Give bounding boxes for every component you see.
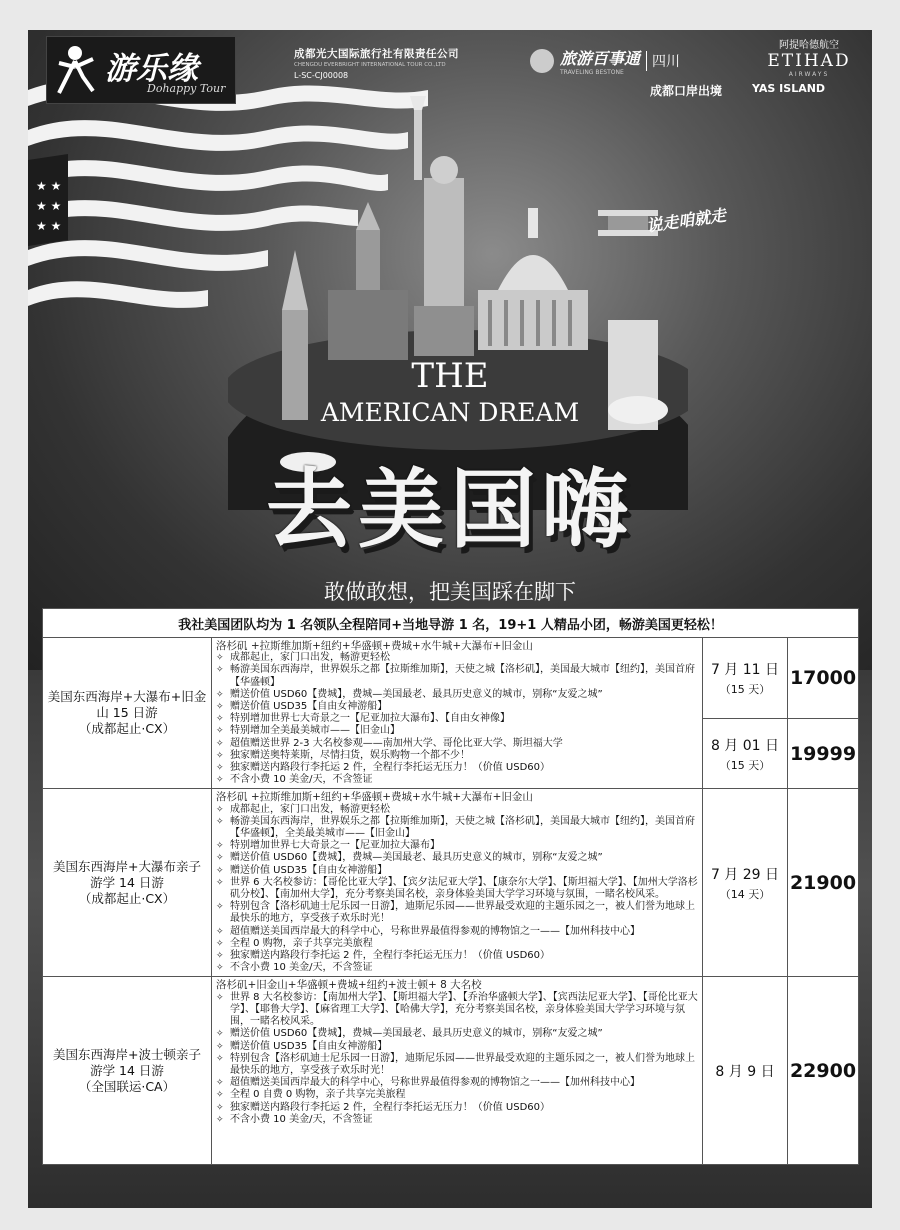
agency-name: 成都光大国际旅行社有限责任公司 [294, 48, 459, 60]
itinerary-item-text: 超值赠送世界 2-3 大名校参观——南加州大学、哥伦比亚大学、斯坦福大学 [230, 737, 563, 749]
diamond-bullet-icon: ✧ [216, 738, 224, 749]
route-name-line: 美国东西海岸+波士顿亲子游学 14 日游 [53, 1046, 201, 1078]
itinerary-item [216, 840, 698, 852]
diamond-bullet-icon: ✧ [216, 1029, 224, 1040]
itinerary-item-text: 独家赠送内路段行李托运 2 件，全程行李托运无压力！（价值 USD60） [230, 1101, 550, 1113]
itinerary-item-text: 赠送价值 USD60【费城】，费城—美国最老、最具历史意义的城市，别称“友爱之城” [230, 1028, 603, 1040]
itinerary-item-text: 畅游美国东西海岸，世界娱乐之都【拉斯维加斯】，天使之城【洛杉矶】，美国最大城市【纽约】，美国首府【华盛顿】，全美最美城市——【旧金山】 [230, 815, 695, 840]
itinerary-item [216, 1089, 698, 1101]
airline-chinese: 阿提哈德航空 [779, 40, 839, 51]
itinerary-item [216, 701, 698, 713]
diamond-bullet-icon: ✧ [216, 963, 224, 974]
diamond-bullet-icon: ✧ [216, 816, 224, 827]
diamond-bullet-icon: ✧ [216, 853, 224, 864]
diamond-bullet-icon: ✧ [216, 714, 224, 725]
itinerary-cities: 洛杉矶+旧金山+华盛顿+费城+纽约+波士顿+ 8 大名校 [216, 979, 482, 992]
diamond-bullet-icon: ✧ [216, 689, 224, 700]
departure-date-text: 8 月 01 日 [710, 737, 780, 754]
diamond-bullet-icon: ✧ [216, 865, 224, 876]
itinerary-item-text: 全程 0 自费 0 购物，亲子共享完美旅程 [230, 1089, 406, 1101]
slogan: 说走咱就走 [645, 205, 728, 236]
itinerary-item-text: 特别增加世界七大奇景之一【尼亚加拉大瀑布】 [230, 840, 440, 852]
itinerary-item-text: 特别包含【洛杉矶迪士尼乐园一日游】，迪斯尼乐园——世界最受欢迎的主题乐园之一，被人们誉为地球上最快乐的地方，享受孩子欢乐时光！ [230, 1052, 695, 1076]
itinerary-item-text: 特别增加世界七大奇景之一【尼亚加拉大瀑布】、【自由女神像】 [230, 713, 510, 725]
itinerary-item-text: 不含小费 10 美金/天，不含签证 [230, 774, 373, 786]
departure-date [703, 638, 788, 719]
diamond-bullet-icon: ✧ [216, 1053, 224, 1064]
diamond-bullet-icon: ✧ [216, 653, 224, 664]
diamond-bullet-icon: ✧ [216, 665, 224, 676]
trip-length: （15 天） [719, 682, 771, 696]
itinerary-item [216, 1114, 698, 1126]
itinerary-item [216, 938, 698, 950]
yas-island-text: YAS ISLAND [752, 82, 826, 95]
dancer-logo-icon [53, 43, 99, 97]
route-name [43, 789, 212, 977]
route-itinerary [212, 638, 703, 789]
price: 22900 [788, 977, 859, 1165]
route-name-line: （全国联运·CA） [78, 1078, 176, 1094]
itinerary-item [216, 652, 698, 664]
itinerary-item [216, 1053, 698, 1077]
diamond-bullet-icon: ✧ [216, 1102, 224, 1113]
itinerary-item-text: 超值赠送美国西岸最大的科学中心，号称世界最值得参观的博物馆之一——【加州科技中心】 [230, 1077, 640, 1089]
departure-date [703, 789, 788, 977]
itinerary-item [216, 689, 698, 701]
hero-tagline: 敢做敢想，把美国踩在脚下 [324, 580, 576, 604]
partner-block [530, 46, 680, 76]
itinerary-item-text: 全程 0 购物，亲子共享完美旅程 [230, 937, 373, 949]
svg-text:★ ★: ★ ★ [36, 179, 62, 193]
itinerary-item-text: 超值赠送美国西岸最大的科学中心，号称世界最值得参观的博物馆之一——【加州科技中心】 [230, 925, 640, 937]
route-name [43, 638, 212, 789]
itinerary-item [216, 877, 698, 901]
itinerary-item-text: 赠送价值 USD60【费城】，费城—美国最老、最具历史意义的城市，别称“友爱之城” [230, 852, 603, 864]
diamond-bullet-icon: ✧ [216, 763, 224, 774]
diamond-bullet-icon: ✧ [216, 938, 224, 949]
route-name [43, 977, 212, 1165]
route-row [43, 789, 859, 977]
itinerary-item-text: 独家赠送内路段行李托运 2 件，全程行李托运无压力！（价值 USD60） [230, 762, 550, 774]
itinerary-item [216, 1102, 698, 1114]
itinerary-item [216, 1077, 698, 1089]
diamond-bullet-icon: ✧ [216, 1078, 224, 1089]
svg-text:★ ★: ★ ★ [36, 219, 62, 233]
hero-title: 去美国嗨 [266, 460, 634, 560]
itinerary-item [216, 713, 698, 725]
route-name-line: 美国东西海岸+大瀑布+旧金山 15 日游 [47, 689, 207, 721]
table-header: 我社美国团队均为 1 名领队全程陪同+当地导游 1 名，19+1 人精品小团，畅游美国更轻松！ [43, 609, 859, 638]
price: 19999 [788, 718, 859, 789]
diamond-bullet-icon: ✧ [216, 992, 224, 1003]
itinerary-item-text: 特别包含【洛杉矶迪士尼乐园一日游】，迪斯尼乐园——世界最受欢迎的主题乐园之一，被人们誉为地球上最快乐的地方，享受孩子欢乐时光！ [230, 901, 695, 925]
price: 21900 [788, 789, 859, 977]
diamond-bullet-icon: ✧ [216, 841, 224, 852]
trip-length: （14 天） [719, 887, 771, 901]
diamond-bullet-icon: ✧ [216, 1090, 224, 1101]
itinerary-item [216, 1041, 698, 1053]
hero-dream: AMERICAN DREAM [320, 398, 580, 427]
airline-logo [754, 36, 864, 78]
route-row [43, 638, 859, 719]
diamond-bullet-icon: ✧ [216, 877, 224, 888]
diamond-bullet-icon: ✧ [216, 1114, 224, 1125]
itinerary-item-text: 独家赠送奥特莱斯，尽情扫货，娱乐购物一个都不少！ [230, 749, 470, 761]
itinerary-item [216, 750, 698, 762]
itinerary-item-text: 赠送价值 USD35【自由女神游船】 [230, 701, 388, 713]
airline-sub: AIRWAYS [788, 71, 830, 78]
route-itinerary [212, 977, 703, 1165]
itinerary-item-text: 赠送价值 USD60【费城】，费城—美国最老、最具历史意义的城市，别称“友爱之城” [230, 688, 603, 700]
partner-english: TRAVELING BESTONE [560, 69, 624, 76]
itinerary-item-text: 不含小费 10 美金/天，不含签证 [230, 1113, 373, 1125]
itinerary-item [216, 738, 698, 750]
itinerary-item-text: 世界 8 大名校参访：【南加州大学】、【斯坦福大学】、【乔治华盛顿大学】、【宾西法尼亚大学】、【哥伦比亚大学】、【耶鲁大学】、【麻省理工大学】、【哈佛大学】，充分考察美国名校，亲身体验美国大学学习环境与氛围，一睹名校风采。 [230, 991, 698, 1028]
departure-date-text: 8 月 9 日 [715, 1063, 775, 1080]
departure-port: 成都口岸出境 [650, 84, 723, 98]
itinerary-item [216, 992, 698, 1029]
departure-date-text: 7 月 11 日 [710, 661, 780, 678]
departure-date [703, 718, 788, 789]
itinerary-cities: 洛杉矶 +拉斯维加斯+纽约+华盛顿+费城+水牛城+大瀑布+旧金山 [216, 791, 533, 804]
itinerary-item [216, 664, 698, 688]
route-name-line: （成都起止·CX） [78, 721, 176, 737]
itinerary-item [216, 901, 698, 925]
diamond-bullet-icon: ✧ [216, 902, 224, 913]
diamond-bullet-icon: ✧ [216, 926, 224, 937]
itinerary-item [216, 950, 698, 962]
diamond-bullet-icon: ✧ [216, 726, 224, 737]
routes-table [42, 608, 859, 1165]
price: 17000 [788, 638, 859, 719]
itinerary-item-text: 特别增加全美最美城市——【旧金山】 [230, 725, 400, 737]
itinerary-item-text: 成都起止，家门口出发，畅游更轻松 [230, 803, 390, 815]
itinerary-item-text: 世界 6 大名校参访：【哥伦比亚大学】、【宾夕法尼亚大学】、【康奈尔大学】、【斯坦福大学】、【加州大学洛杉矶分校】、【南加州大学】，充分考察美国名校，亲身体验美国大学学习环境与氛围，一睹名校风采。 [230, 876, 698, 901]
itinerary-item-text: 成都起止，家门口出发，畅游更轻松 [230, 652, 390, 664]
brand-logo [46, 36, 236, 104]
route-name-line: （成都起止·CX） [78, 890, 176, 906]
svg-text:★ ★: ★ ★ [36, 199, 62, 213]
diamond-bullet-icon: ✧ [216, 750, 224, 761]
diamond-bullet-icon: ✧ [216, 951, 224, 962]
diamond-bullet-icon: ✧ [216, 775, 224, 786]
partner-name: 旅游百事通 [560, 49, 641, 68]
route-row [43, 977, 859, 1165]
departure-date-text: 7 月 29 日 [710, 866, 780, 883]
itinerary-item [216, 852, 698, 864]
agency-english-name: CHENGDU EVERBRIGHT INTERNATIONAL TOUR CO.,LTD [294, 62, 446, 68]
partner-mascot-icon [530, 49, 554, 73]
brand-name: 游乐缘 [105, 51, 198, 87]
itinerary-item [216, 1028, 698, 1040]
itinerary-item [216, 865, 698, 877]
itinerary-item-text: 畅游美国东西海岸，世界娱乐之都【拉斯维加斯】，天使之城【洛杉矶】，美国最大城市【纽约】，美国首府【华盛顿】 [230, 664, 695, 688]
itinerary-cities: 洛杉矶 +拉斯维加斯+纽约+华盛顿+费城+水牛城+大瀑布+旧金山 [216, 640, 533, 652]
itinerary-item [216, 962, 698, 974]
route-name-line: 美国东西海岸+大瀑布亲子游学 14 日游 [53, 858, 201, 890]
departure-date [703, 977, 788, 1165]
itinerary-item [216, 816, 698, 840]
itinerary-item [216, 725, 698, 737]
airline-english: ETIHAD [767, 51, 851, 71]
hero-the: THE [411, 356, 489, 396]
partner-region: 四川 [646, 51, 680, 71]
itinerary-item-text: 赠送价值 USD35【自由女神游船】 [230, 864, 388, 876]
brand-subtitle: Dohappy Tour [147, 82, 226, 95]
itinerary-item [216, 926, 698, 938]
agency-license: L-SC-CJ00008 [294, 71, 349, 80]
trip-length: （15 天） [719, 758, 771, 772]
agency-block [294, 46, 459, 80]
itinerary-item [216, 804, 698, 816]
diamond-bullet-icon: ✧ [216, 1041, 224, 1052]
itinerary-item-text: 不含小费 10 美金/天，不含签证 [230, 962, 373, 974]
itinerary-item-text: 独家赠送内路段行李托运 2 件，全程行李托运无压力！（价值 USD60） [230, 950, 550, 962]
itinerary-item-text: 赠送价值 USD35【自由女神游船】 [230, 1040, 388, 1052]
poster-frame [28, 30, 872, 1208]
diamond-bullet-icon: ✧ [216, 702, 224, 713]
route-itinerary [212, 789, 703, 977]
itinerary-item [216, 762, 698, 774]
diamond-bullet-icon: ✧ [216, 804, 224, 815]
itinerary-item [216, 774, 698, 786]
